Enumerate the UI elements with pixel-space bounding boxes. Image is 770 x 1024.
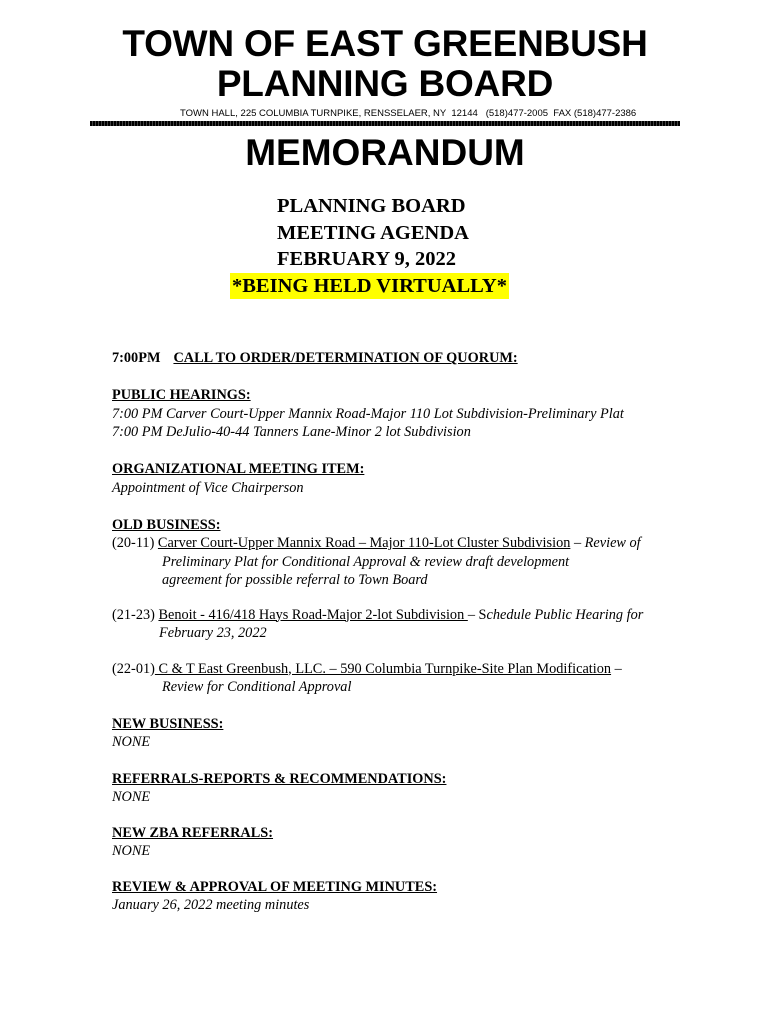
item-separator: – [611,660,622,677]
address-line: TOWN HALL, 225 COLUMBIA TURNPIKE, RENSSELAER, NY 12144 (518)477-2005 FAX (518)477-2386 [180,108,637,119]
public-hearing-item: 7:00 PM DeJulio-40-44 Tanners Lane-Minor 2 lot Subdivision [112,424,471,440]
item-action: Review for Conditional Approval [162,679,352,695]
zba-item: NONE [112,843,151,859]
header-rule [90,121,680,126]
new-business-heading: NEW BUSINESS: [112,715,224,732]
item-action: Review of [584,535,641,551]
call-to-order [112,349,702,368]
organizational-item: Appointment of Vice Chairperson [112,479,304,496]
virtual-banner: *BEING HELD VIRTUALLY* [232,275,507,297]
memorandum-title: MEMORANDUM [245,132,525,173]
public-hearings-heading: PUBLIC HEARINGS: [112,387,251,403]
item-number: (22-01) [112,660,155,677]
old-business-heading: OLD BUSINESS: [112,516,221,533]
referrals-item: NONE [112,789,151,805]
item-action-cont: February 23, 2022 [159,625,267,641]
item-action-cont: Preliminary Plat for Conditional Approval & review draft development [162,553,570,570]
town-title: TOWN OF EAST GREENBUSH [122,23,648,64]
call-time: 7:00PM [112,350,161,366]
item-action-cont: agreement for possible referral to Town Board [162,572,428,588]
referrals-heading: REFERRALS-REPORTS & RECOMMENDATIONS: [112,770,447,787]
old-business-item [112,606,702,625]
agenda-body [112,349,702,915]
agenda-line-board: PLANNING BOARD [277,195,466,217]
item-title: Benoit - 416/418 Hays Road-Major 2-lot Subdivision [158,606,468,623]
item-separator: – [570,535,585,551]
item-action: chedule Public Hearing for [486,606,644,623]
item-title: Carver Court-Upper Mannix Road – Major 110-Lot Cluster Subdivision [157,535,571,551]
agenda-line-date: FEBRUARY 9, 2022 [277,248,457,270]
public-hearing-item: 7:00 PM Carver Court-Upper Mannix Road-Major 110 Lot Subdivision-Preliminary Plat [112,405,624,422]
item-number: (20-11) [112,535,158,551]
item-number: (21-23) [112,606,159,623]
call-label: CALL TO ORDER/DETERMINATION OF QUORUM: [173,350,518,366]
organizational-heading: ORGANIZATIONAL MEETING ITEM: [112,461,365,477]
agenda-line-meeting: MEETING AGENDA [277,221,469,244]
minutes-item: January 26, 2022 meeting minutes [112,897,310,913]
board-title: PLANNING BOARD [216,63,554,104]
item-title: C & T East Greenbush, LLC. – 590 Columbia Turnpike-Site Plan Modification [154,660,612,677]
zba-heading: NEW ZBA REFERRALS: [112,824,274,841]
agenda-block [277,193,469,273]
minutes-heading: REVIEW & APPROVAL OF MEETING MINUTES: [112,878,438,895]
new-business-item: NONE [112,734,151,750]
old-business-item [112,660,702,679]
item-separator: – S [467,606,487,623]
old-business-item [112,534,702,553]
